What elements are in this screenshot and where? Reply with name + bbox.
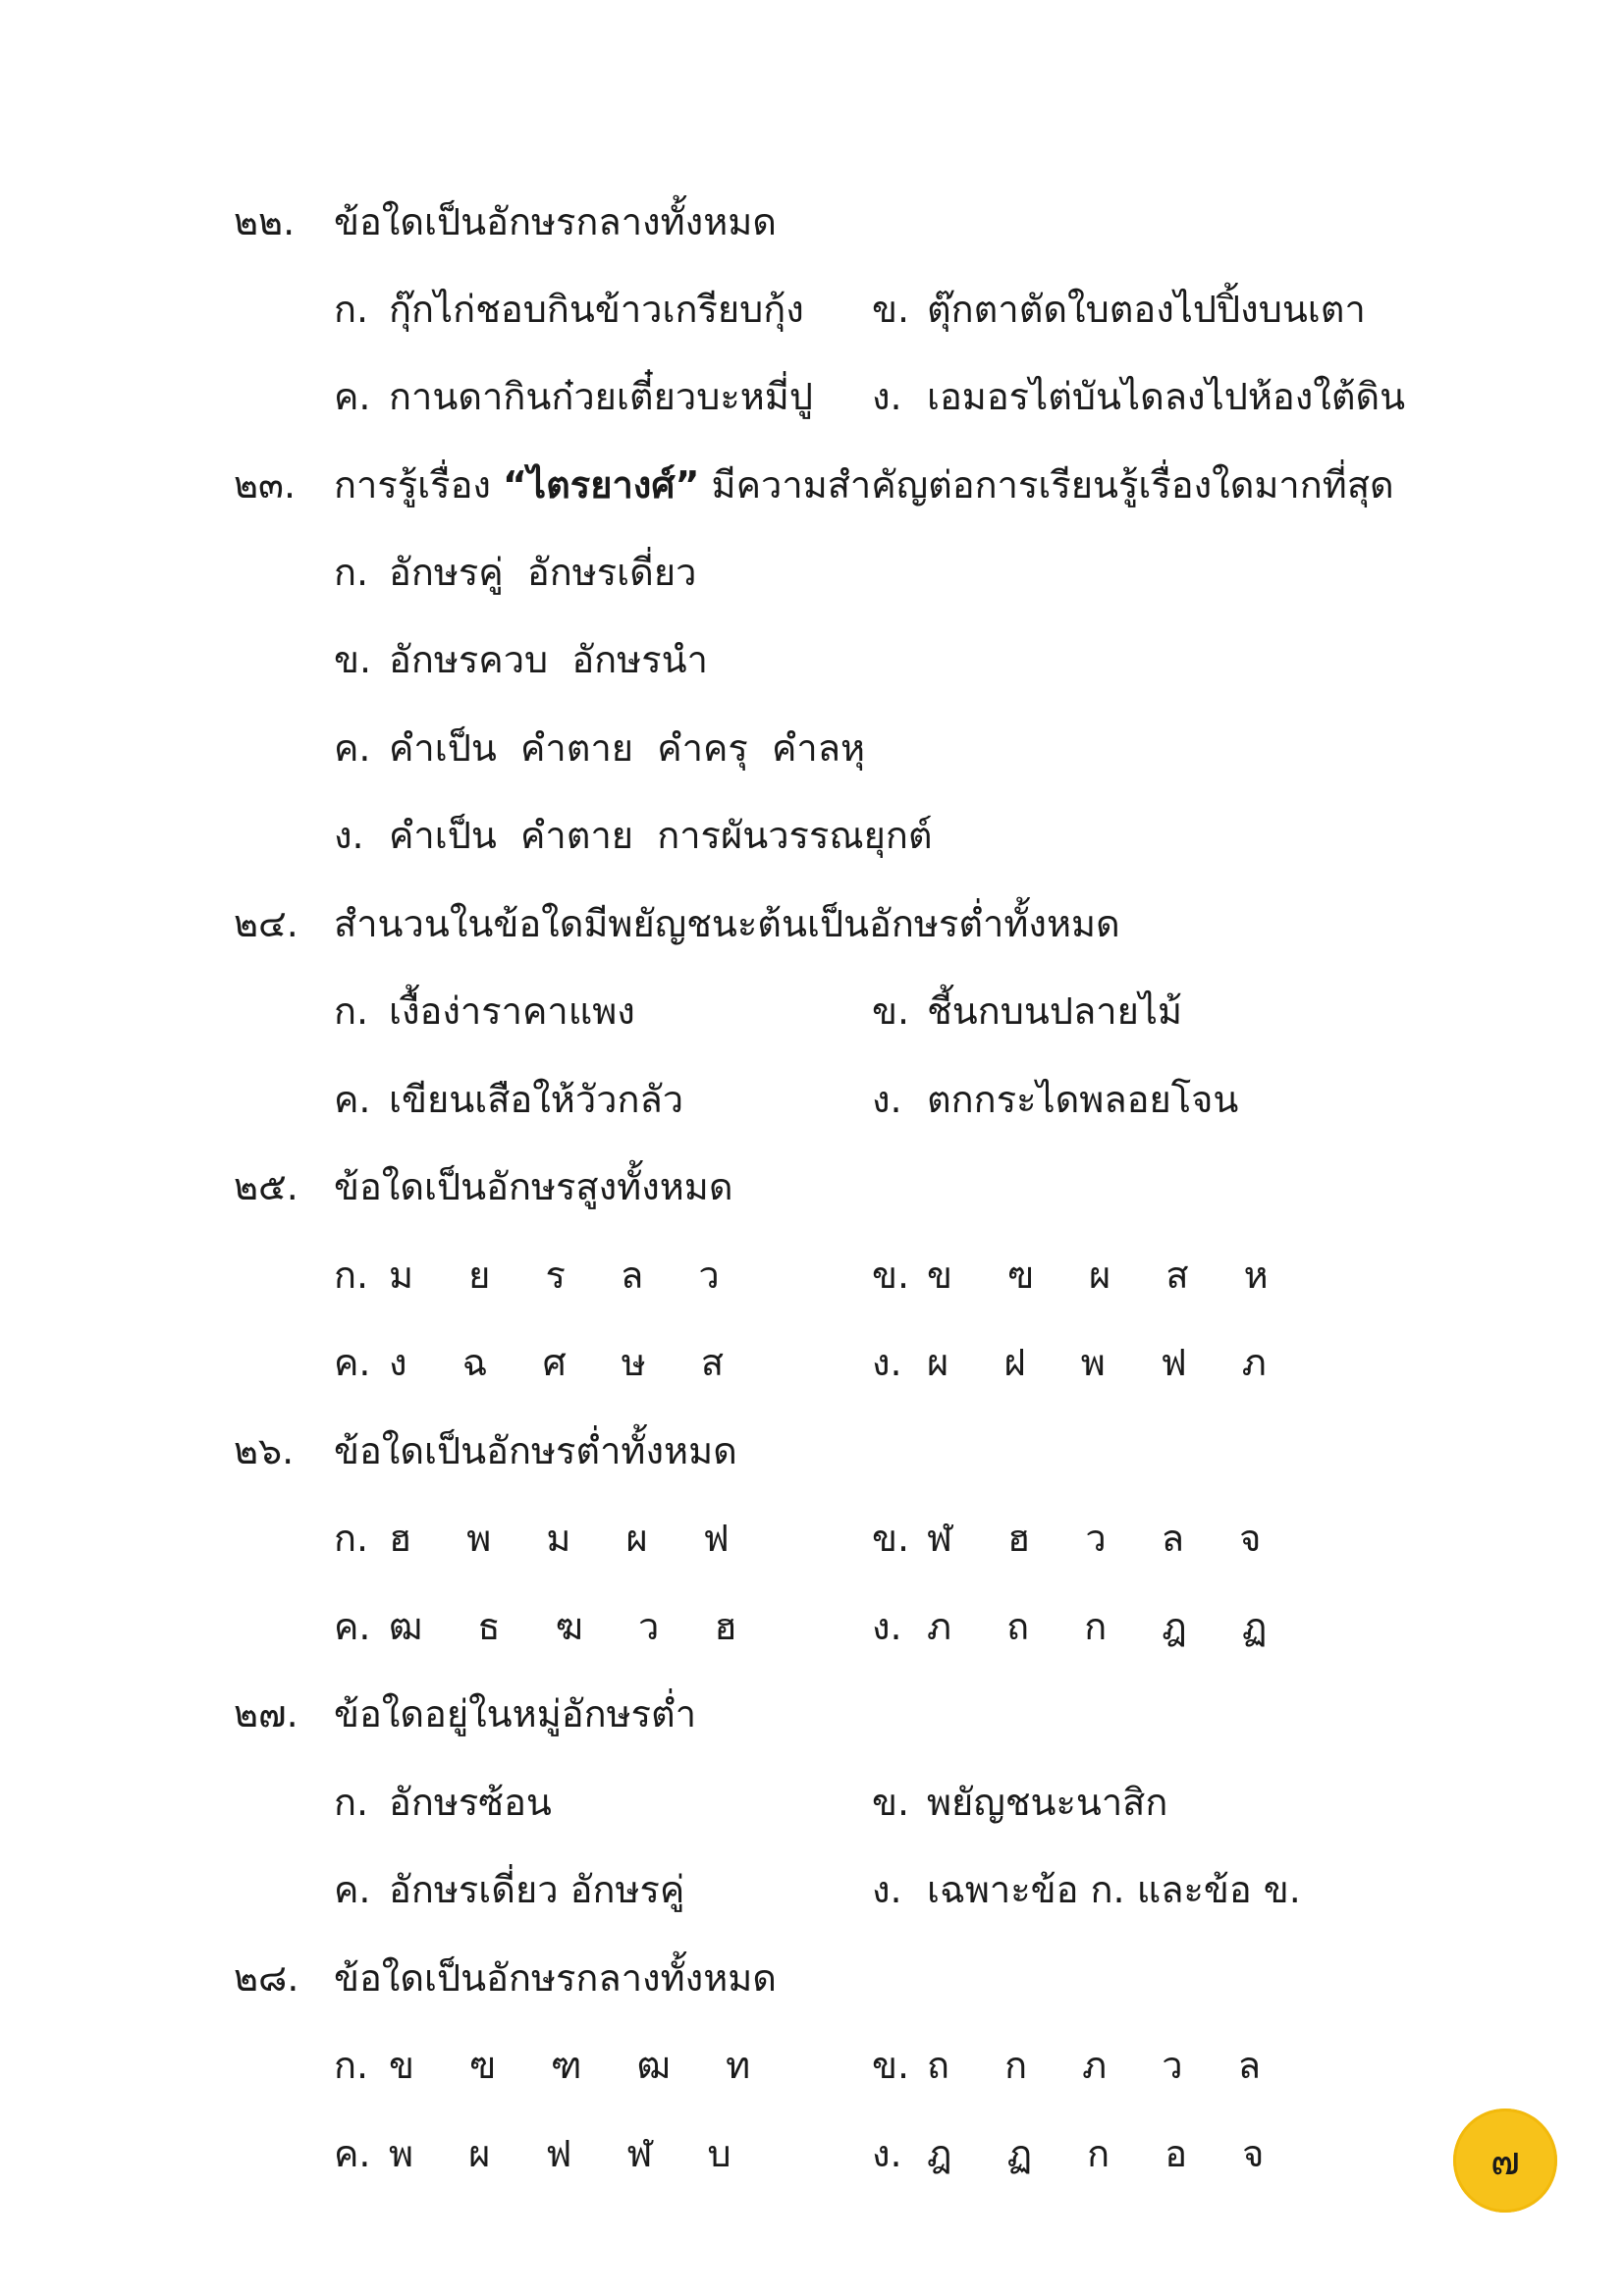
option-a[interactable]: [334, 2036, 772, 2095]
option-label: ข.: [872, 1254, 910, 1297]
option-a[interactable]: [334, 1773, 552, 1832]
option-label: ข.: [872, 2044, 910, 2087]
question-number: ๒๘.: [234, 1956, 299, 2000]
option-text: ข ฃ ฑ ฒ ท: [389, 2044, 773, 2087]
option-text: อักษรเดี่ยว อักษรคู่: [389, 1868, 685, 1911]
question-number: ๒๖.: [234, 1429, 295, 1472]
option-a[interactable]: [334, 280, 804, 339]
page-number-badge: [1453, 2109, 1557, 2213]
option-c[interactable]: [334, 1070, 683, 1129]
option-text: กานดากินก๋วยเตี๋ยวบะหมี่ปู: [389, 375, 813, 418]
option-label: ง.: [872, 1605, 902, 1648]
option-text: ม ย ร ล ว: [389, 1254, 741, 1297]
option-text: ง ฉ ศ ษ ส: [389, 1341, 746, 1384]
option-text: อักษรคู่ อักษรเดี่ยว: [389, 551, 697, 594]
option-label: ก.: [334, 288, 369, 331]
option-label: ค.: [334, 1078, 371, 1121]
option-label: ง.: [872, 1868, 902, 1911]
option-label: ค.: [334, 1341, 371, 1384]
option-label: ค.: [334, 1605, 371, 1648]
option-text: เขียนเสือให้วัวกลัว: [389, 1078, 684, 1121]
option-c[interactable]: [334, 367, 813, 426]
option-label: ก.: [334, 1781, 369, 1824]
option-label: ค.: [334, 375, 371, 418]
option-a[interactable]: [334, 1246, 741, 1305]
option-a[interactable]: [334, 543, 696, 602]
option-text: ตกกระไดพลอยโจน: [927, 1078, 1239, 1121]
option-b[interactable]: [872, 1773, 1167, 1832]
option-text: ข ฃ ผ ส ห: [927, 1254, 1290, 1297]
question-text-part: การรู้เรื่อง: [334, 463, 504, 507]
option-label: ค.: [334, 1868, 371, 1911]
option-b[interactable]: [334, 630, 708, 689]
option-c[interactable]: [334, 1860, 684, 1919]
question-text: ข้อใดเป็นอักษรต่ำทั้งหมด: [334, 1429, 737, 1472]
option-b[interactable]: [872, 280, 1366, 339]
option-text: เฉพาะข้อ ก. และข้อ ข.: [927, 1868, 1301, 1911]
option-c[interactable]: [334, 1597, 759, 1656]
option-d[interactable]: [872, 1860, 1301, 1919]
option-b[interactable]: [872, 1246, 1290, 1305]
question-text: [334, 455, 1394, 514]
option-label: ข.: [334, 638, 372, 681]
option-text: อักษรซ้อน: [389, 1781, 552, 1824]
option-text: ตุ๊กตาตัดใบตองไปปิ้งบนเตา: [927, 288, 1366, 331]
question-text: ข้อใดอยู่ในหมู่อักษรต่ำ: [334, 1692, 697, 1735]
question-text: ข้อใดเป็นอักษรสูงทั้งหมด: [334, 1165, 733, 1208]
question-text: ข้อใดเป็นอักษรกลางทั้งหมด: [334, 1956, 777, 2000]
question-number: ๒๓.: [234, 463, 297, 507]
option-text: ฮ พ ม ผ ฟ: [389, 1517, 751, 1560]
option-text: ภ ถ ก ฎ ฏ: [927, 1605, 1289, 1648]
option-label: ก.: [334, 1254, 369, 1297]
question-number: ๒๒.: [234, 200, 296, 243]
option-label: ข.: [872, 1517, 910, 1560]
option-d[interactable]: [872, 367, 1405, 426]
option-d[interactable]: [872, 1333, 1288, 1392]
option-text: เงื้อง่าราคาแพง: [389, 989, 635, 1033]
option-label: ง.: [872, 2132, 902, 2175]
option-b[interactable]: [872, 982, 1182, 1041]
option-text: ฒ ธ ฆ ว ฮ: [389, 1605, 759, 1648]
option-a[interactable]: [334, 982, 635, 1041]
option-d[interactable]: [872, 1070, 1238, 1129]
option-label: ก.: [334, 2044, 369, 2087]
option-text: พ ผ ฟ ฬ บ: [389, 2132, 753, 2175]
option-label: ค.: [334, 2132, 371, 2175]
option-a[interactable]: [334, 1509, 751, 1568]
question-text-bold: “ไตรยางศ์”: [503, 463, 700, 507]
option-d[interactable]: [334, 806, 933, 865]
option-text: อักษรควบ อักษรนำ: [389, 638, 708, 681]
option-label: ก.: [334, 989, 369, 1033]
option-d[interactable]: [872, 2124, 1285, 2183]
option-label: ง.: [872, 1341, 902, 1384]
question-number: ๒๕.: [234, 1165, 298, 1208]
option-text: ผ ฝ พ ฟ ภ: [927, 1341, 1288, 1384]
option-text: เอมอรไต่บันไดลงไปห้องใต้ดิน: [927, 375, 1406, 418]
option-text: ฬ ฮ ว ล จ: [927, 1517, 1283, 1560]
option-text: คำเป็น คำตาย การผันวรรณยุกต์: [389, 814, 933, 857]
option-text: พยัญชนะนาสิก: [927, 1781, 1168, 1824]
option-c[interactable]: [334, 2124, 753, 2183]
option-label: ข.: [872, 288, 910, 331]
option-text: คำเป็น คำตาย คำครุ คำลหุ: [389, 726, 866, 770]
option-b[interactable]: [872, 2036, 1282, 2095]
option-label: ข.: [872, 1781, 910, 1824]
question-number: ๒๔.: [234, 902, 298, 945]
question-number: ๒๗.: [234, 1692, 298, 1735]
option-label: ง.: [872, 375, 902, 418]
option-text: ฎ ฏ ก อ จ: [927, 2132, 1286, 2175]
option-label: ค.: [334, 726, 371, 770]
option-text: กุ๊กไก่ชอบกินข้าวเกรียบกุ้ง: [389, 288, 804, 331]
question-text: สำนวนในข้อใดมีพยัญชนะต้นเป็นอักษรต่ำทั้งหมด: [334, 902, 1120, 945]
page-number: ๗: [1489, 2139, 1521, 2184]
option-text: ถ ก ภ ว ล: [927, 2044, 1283, 2087]
option-c[interactable]: [334, 1333, 745, 1392]
option-d[interactable]: [872, 1597, 1288, 1656]
option-label: ง.: [872, 1078, 902, 1121]
option-label: ก.: [334, 551, 369, 594]
question-text-part: มีความสำคัญต่อการเรียนรู้เรื่องใดมากที่สุด: [699, 463, 1394, 507]
option-b[interactable]: [872, 1509, 1282, 1568]
option-c[interactable]: [334, 719, 865, 777]
question-text: ข้อใดเป็นอักษรกลางทั้งหมด: [334, 200, 777, 243]
option-label: ก.: [334, 1517, 369, 1560]
option-label: ข.: [872, 989, 910, 1033]
option-label: ง.: [334, 814, 364, 857]
option-text: ชี้นกบนปลายไม้: [927, 989, 1183, 1033]
